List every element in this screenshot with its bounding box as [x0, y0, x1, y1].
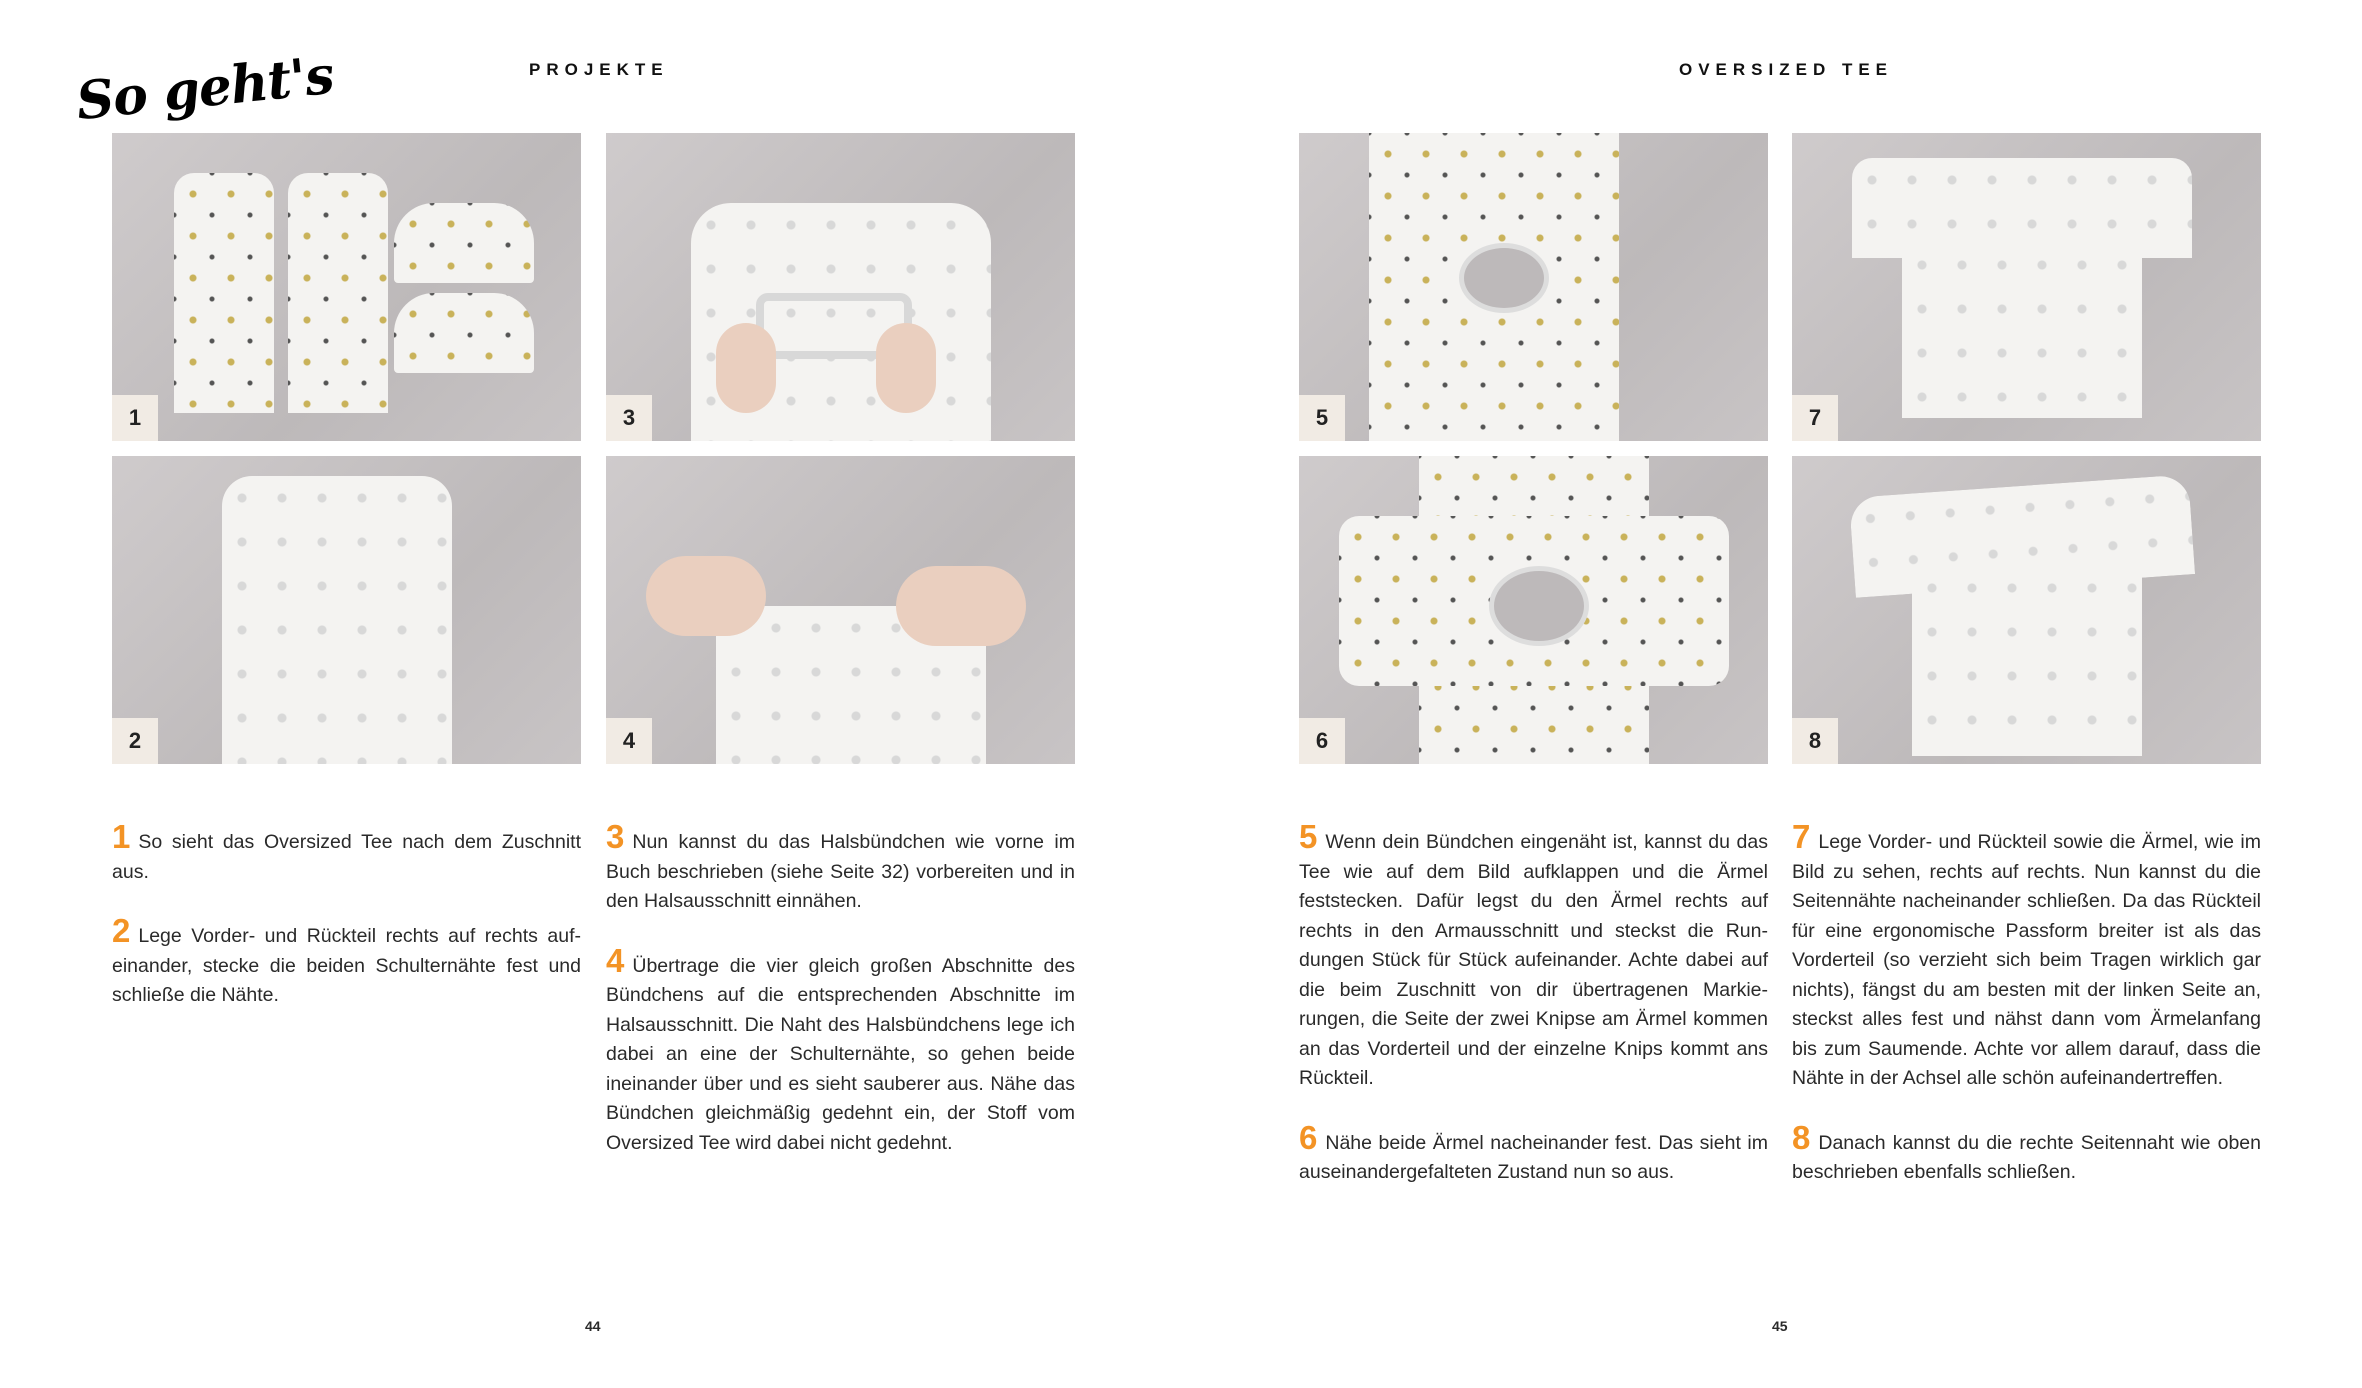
text-column-2: [606, 818, 1075, 1187]
step-3: 3 Nun kannst du das Halsbündchen wie vorne im Buch beschrieben (siehe Seite 32) vorbereiten und in den Halsausschnitt einnähen.: [606, 818, 1075, 912]
step-8: 8 Danach kannst du die rechte Seitennaht wie oben beschrieben ebenfalls schließen.: [1792, 1118, 2261, 1183]
text-column-4: [1792, 818, 2261, 1217]
photo-label: 5: [1299, 395, 1345, 441]
photo-step-6: [1299, 456, 1768, 764]
text-column-3: [1299, 818, 1768, 1217]
section-header-right: OVERSIZED TEE: [1679, 60, 1894, 79]
step-7: 7 Lege Vorder- und Rückteil sowie die Ärmel, wie im Bild zu sehen, rechts auf rechts. Nun kannst du die Seitennähte nacheinander schließen. Da das Rückteil für eine ergonomische Passform breiter ist als das Vorderteil (so verzieht sich beim Tragen wirklich gar nichts), fängst du am besten mit der linken Seite an, steckst alles fest und nähst dann vom Ärmelanfang bis zum Saumende. Achte vor allem darauf, dass die Nähte in der Achsel alle schön aufeinandertreffen.: [1792, 818, 2261, 1089]
photo-label: 1: [112, 395, 158, 441]
page-number-right: 45: [1772, 1318, 1788, 1334]
photo-step-4: [606, 456, 1075, 764]
photo-label: 6: [1299, 718, 1345, 764]
step-6: 6 Nähe beide Ärmel nacheinander fest. Das sieht im auseinandergefalteten Zustand nun so aus.: [1299, 1118, 1768, 1183]
photo-label: 8: [1792, 718, 1838, 764]
photo-label: 4: [606, 718, 652, 764]
photo-step-1: [112, 133, 581, 441]
photo-step-3: [606, 133, 1075, 441]
photo-step-5: [1299, 133, 1768, 441]
photo-step-8: [1792, 456, 2261, 764]
step-1: 1 So sieht das Oversized Tee nach dem Zuschnitt aus.: [112, 818, 581, 883]
step-2: 2 Lege Vorder- und Rückteil rechts auf rechts aufeinander, stecke die beiden Schulternähte fest und schließe die Nähte.: [112, 912, 581, 1006]
photo-label: 3: [606, 395, 652, 441]
text-column-1: [112, 818, 581, 1040]
photo-step-2: [112, 456, 581, 764]
photo-label: 7: [1792, 395, 1838, 441]
page-number-left: 44: [585, 1318, 601, 1334]
photo-label: 2: [112, 718, 158, 764]
step-4: 4 Übertrage die vier gleich großen Abschnitte des Bündchens auf die entsprechenden Abschnitte im Halsausschnitt. Die Naht des Halsbündchens lege ich dabei an eine der Schulternähte, so gehen beide ineinander über und es sieht sauberer aus. Nähe das Bündchen gleichmäßig gedehnt ein, der Stoff vom Oversized Tee wird dabei nicht gedehnt.: [606, 941, 1075, 1154]
logo-so-gehts: So geht's: [73, 44, 337, 133]
photo-step-7: [1792, 133, 2261, 441]
section-header-left: PROJEKTE: [529, 60, 669, 79]
step-5: 5 Wenn dein Bündchen eingenäht ist, kannst du das Tee wie auf dem Bild aufklappen und die Ärmel feststecken. Dafür legst du den Ärmel rechts auf rechts in den Armausschnitt und steckst die Rundungen Stück für Stück aufeinander. Achte dabei auf die beim Zuschnitt von dir übertragenen Markierungen, die Seite der zwei Knipse am Ärmel kommen an das Vorderteil und der einzelne Knips kommt ans Rückteil.: [1299, 818, 1768, 1089]
